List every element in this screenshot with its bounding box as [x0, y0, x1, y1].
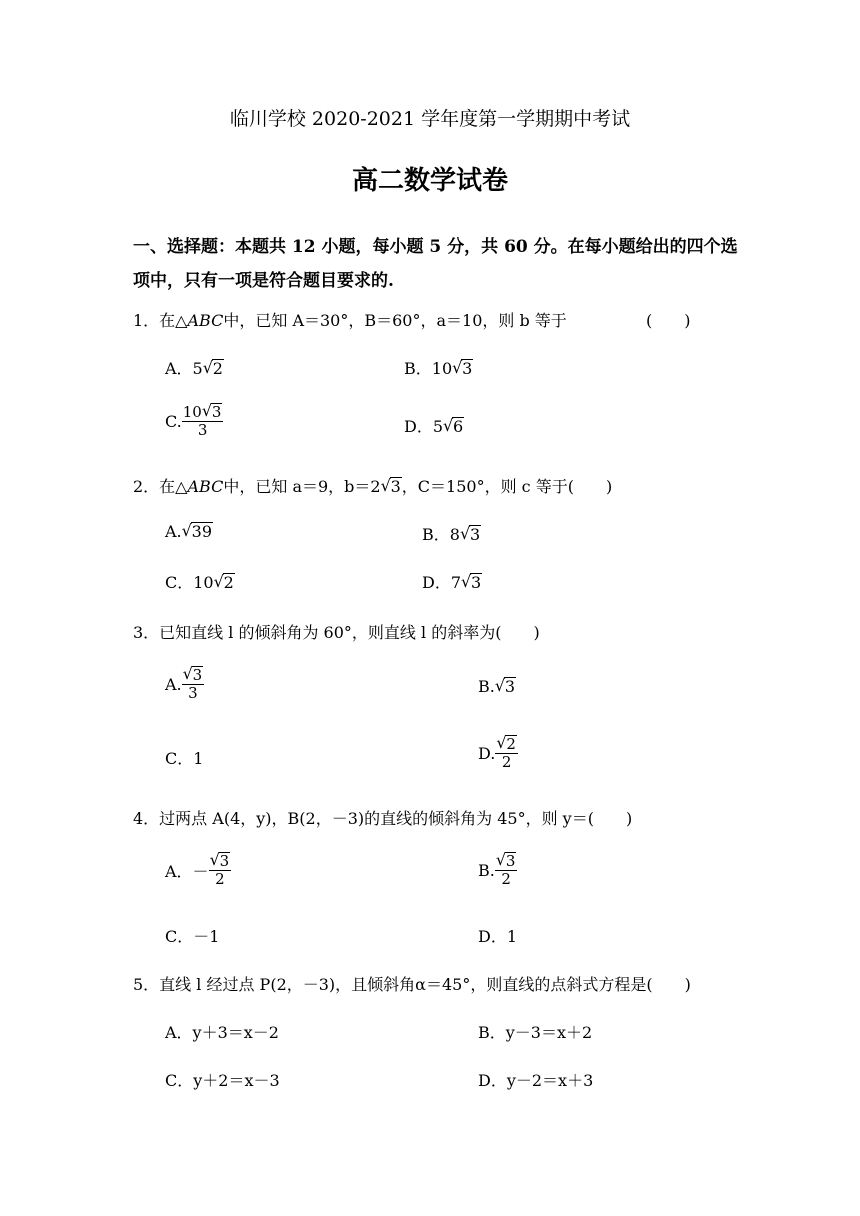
- sqrt-symbol: √ 3: [494, 676, 516, 696]
- q1-option-d-label: D．5: [404, 417, 444, 436]
- q3-option-a-denominator: 3: [188, 684, 198, 703]
- sqrt-symbol: √ 3: [459, 524, 481, 544]
- q4-option-a-label: A．－: [165, 861, 209, 881]
- q2-stem-rest-1: 中，已知 a＝9，b＝2: [223, 477, 381, 496]
- sqrt-symbol: √ 3: [461, 572, 482, 592]
- q1-option-c: [165, 403, 223, 440]
- question-3-answer-paren: ( ): [495, 623, 540, 642]
- q4-option-a-radicand: 3: [219, 852, 230, 870]
- q2-triangle: ABC: [187, 477, 224, 496]
- q1-option-c-radicand: 3: [211, 403, 222, 421]
- q2-option-c-radicand: 2: [223, 573, 234, 592]
- question-1-stem: [133, 308, 567, 331]
- q4-option-a: [165, 852, 231, 889]
- q2-option-b-label: B．8: [422, 525, 460, 544]
- q4-option-d: D．1: [478, 927, 518, 946]
- question-3-stem: [133, 620, 540, 643]
- sqrt-symbol: √ 3: [495, 850, 516, 870]
- q4-option-a-fraction: [209, 852, 232, 889]
- q2-option-b: [422, 522, 481, 545]
- question-5-stem: [133, 972, 691, 995]
- q1-option-c-fraction: [182, 403, 224, 440]
- q2-option-a-radicand: 39: [191, 522, 212, 541]
- q1-option-b: [404, 356, 473, 379]
- school-line: 临川学校 2020-2021 学年度第一学期期中考试: [229, 108, 631, 130]
- q2-option-a: [165, 522, 213, 541]
- q3-stem-text: 3．已知直线 l 的倾斜角为 60°，则直线 l 的斜率为: [133, 623, 496, 642]
- q4-option-b-denominator: 2: [501, 870, 511, 889]
- section-heading-line1: 一、选择题：本题共 12 小题，每小题 5 分，共 60 分。在每小题给出的四个选: [133, 237, 738, 257]
- q4-option-b-radicand: 3: [505, 852, 516, 870]
- q1-option-a-radicand: 2: [212, 359, 223, 378]
- sqrt-symbol: √ 3: [380, 476, 401, 496]
- sqrt-symbol: √ 2: [496, 733, 516, 753]
- q3-option-a: [165, 666, 204, 703]
- q3-option-c: C．1: [165, 749, 204, 768]
- question-5-answer-paren: ( ): [646, 975, 691, 994]
- q3-option-a-label: A.: [165, 674, 182, 694]
- q1-option-b-label: B．10: [404, 359, 453, 378]
- question-2-stem: [133, 474, 612, 497]
- q2-stem-rest-2: ，C＝150°，则 c 等于: [401, 477, 568, 496]
- q1-option-c-denominator: 3: [197, 421, 208, 440]
- q5-option-c: C．y＋2＝x－3: [165, 1071, 280, 1090]
- q4-stem-text: 4．过两点 A(4，y)，B(2，－3)的直线的倾斜角为 45°，则 y＝: [133, 809, 588, 828]
- q3-option-b-radicand: 3: [504, 677, 516, 696]
- q1-option-a: [165, 356, 224, 379]
- q3-option-d: [478, 735, 518, 772]
- q1-triangle: ABC: [187, 311, 224, 330]
- q1-option-c-num-coef: 10: [182, 403, 202, 421]
- sqrt-symbol: √ 3: [452, 358, 473, 378]
- q3-option-d-radicand: 2: [506, 735, 516, 753]
- q4-option-b: [478, 852, 517, 889]
- q4-option-a-denominator: 2: [215, 870, 225, 889]
- q2-option-a-label: A.: [165, 522, 182, 541]
- question-2-answer-paren: ( ): [567, 477, 613, 496]
- q2-stem-prefix: 2．在△: [133, 477, 188, 496]
- sqrt-symbol: √ 3: [209, 850, 230, 870]
- question-4-answer-paren: ( ): [587, 809, 633, 828]
- q1-option-b-radicand: 3: [462, 359, 473, 378]
- sqrt-symbol: √ 6: [443, 416, 464, 436]
- q5-option-a: A．y＋3＝x－2: [165, 1023, 279, 1042]
- q2-option-b-radicand: 3: [469, 525, 481, 544]
- q5-option-b: B．y－3＝x＋2: [478, 1023, 593, 1042]
- sqrt-symbol: √ 3: [182, 664, 203, 684]
- q3-option-d-label: D.: [478, 743, 496, 763]
- sqrt-symbol: √ 3: [201, 401, 222, 421]
- q4-option-c: C．－1: [165, 927, 220, 946]
- q2-option-d-label: D．7: [422, 573, 462, 592]
- q2-option-c-label: C．10: [165, 573, 214, 592]
- q4-option-b-label: B.: [478, 860, 495, 880]
- sqrt-symbol: √ 2: [202, 358, 223, 378]
- q2-option-c: [165, 570, 235, 593]
- sqrt-symbol: √ 39: [181, 521, 212, 541]
- q1-option-d-radicand: 6: [453, 417, 464, 436]
- q1-option-d: [404, 414, 464, 437]
- q3-option-a-fraction: [182, 666, 205, 703]
- q1-stem-rest: 中，已知 A＝30°，B＝60°，a＝10，则 b 等于: [223, 311, 567, 330]
- q3-option-d-fraction: [495, 735, 518, 772]
- q3-option-d-denominator: 2: [501, 753, 512, 772]
- q3-option-b-label: B.: [478, 677, 495, 696]
- q3-option-b: [478, 677, 516, 696]
- question-1-answer-paren: ( ): [646, 311, 691, 330]
- q1-stem-prefix: 1．在△: [133, 311, 188, 330]
- section-heading-line2: 项中，只有一项是符合题目要求的.: [133, 271, 394, 291]
- q1-option-a-label: A．5: [165, 359, 203, 378]
- q3-option-a-radicand: 3: [192, 666, 203, 684]
- question-4-stem: [133, 806, 632, 829]
- q4-option-b-fraction: [495, 852, 518, 889]
- paper-title: 高二数学试卷: [351, 166, 508, 196]
- q5-option-d: D．y－2＝x＋3: [478, 1071, 594, 1090]
- q2-stem-radicand: 3: [390, 477, 401, 496]
- q1-option-c-label: C.: [165, 411, 182, 431]
- q2-option-d: [422, 570, 482, 593]
- sqrt-symbol: √ 2: [213, 572, 234, 592]
- q5-stem-text: 5．直线 l 经过点 P(2，－3)，且倾斜角α＝45°，则直线的点斜式方程是: [133, 975, 647, 994]
- q2-option-d-radicand: 3: [471, 573, 482, 592]
